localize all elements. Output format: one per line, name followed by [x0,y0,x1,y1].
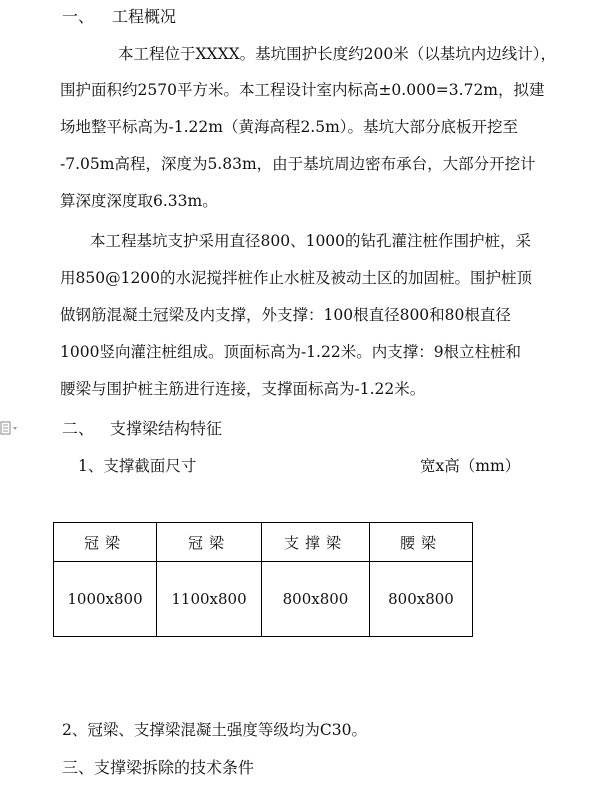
paragraph-2-line-1: 本工程基坑支护采用直径800、1000的钻孔灌注桩作围护桩，采 [90,232,532,250]
paragraph-2-line-5: 腰梁与围护桩主筋进行连接，支撑面标高为-1.22米。 [60,380,426,398]
paragraph-2-line-3: 做钢筋混凝土冠梁及内支撑，外支撑：100根直径800和80根直径 [60,306,511,324]
table-header-cell: 支撑梁 [262,523,370,562]
paragraph-1-line-2: 围护面积约2570平方米。本工程设计室内标高±0.000=3.72m，拟建 [60,81,545,99]
section-3-heading: 三、支撑梁拆除的技术条件 [62,758,255,777]
table-header-cell: 腰梁 [370,523,473,562]
paragraph-2-line-4: 1000竖向灌注桩组成。顶面标高为-1.22米。内支撑：9根立柱桩和 [60,343,522,361]
paragraph-1-line-4: -7.05m高程，深度为5.83m，由于基坑周边密布承台，大部分开挖计 [60,155,536,173]
paragraph-1-line-3: 场地整平标高为-1.22m（黄海高程2.5m）。基坑大部分底板开挖至 [60,118,519,136]
table-header-cell: 冠梁 [157,523,262,562]
table-cell: 1100x800 [157,562,262,637]
section-2-number: 二、 [62,419,95,438]
table-cell: 1000x800 [54,562,157,637]
section-2-title: 支撑梁结构特征 [110,419,223,438]
item-1-label: 1、支撑截面尺寸 [78,457,197,475]
section-1-number: 一、 [62,7,95,26]
table-cell: 800x800 [370,562,473,637]
paragraph-marker-icon[interactable] [0,420,20,436]
table-row [54,562,473,637]
paragraph-1-line-1: 本工程位于XXXX。基坑围护长度约200米（以基坑内边线计）， [118,45,556,63]
beam-dimension-table [53,522,473,637]
table-header-cell: 冠梁 [54,523,157,562]
table-cell: 800x800 [262,562,370,637]
item-2-text: 2、冠梁、支撑梁混凝土强度等级均为C30。 [62,721,367,739]
table-header-row [54,523,473,562]
item-1-unit: 宽x高（mm） [420,457,521,475]
paragraph-1-line-5: 算深度深度取6.33m。 [60,192,218,210]
section-1-title: 工程概况 [112,7,177,26]
paragraph-2-line-2: 用850@1200的水泥搅拌桩作止水桩及被动土区的加固桩。围护桩顶 [60,269,533,287]
